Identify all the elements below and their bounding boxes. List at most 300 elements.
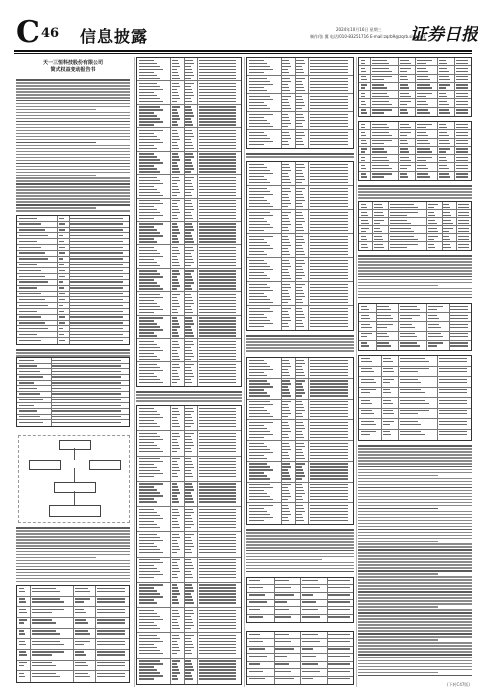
cell-text xyxy=(172,439,177,440)
cell-text xyxy=(302,648,314,649)
table-row xyxy=(359,377,471,388)
cell-text xyxy=(199,590,236,591)
cell-text xyxy=(199,461,236,462)
cell-text xyxy=(172,250,179,251)
cell-text xyxy=(361,324,371,325)
cell-text xyxy=(296,224,301,225)
cell-text xyxy=(361,207,367,208)
cell-text xyxy=(199,660,236,661)
cell-text xyxy=(383,424,390,425)
cell-text xyxy=(296,392,305,393)
cell-text xyxy=(19,371,40,372)
text-line xyxy=(16,169,130,171)
cell-text xyxy=(172,112,178,113)
cell-text xyxy=(70,322,123,323)
cell-text xyxy=(185,347,190,348)
cell-text xyxy=(296,425,304,426)
cell-text xyxy=(310,170,348,171)
cell-text xyxy=(249,108,271,109)
cell-text xyxy=(199,288,236,289)
table-row xyxy=(247,76,353,94)
cell-text xyxy=(443,212,450,213)
cell-text xyxy=(185,669,193,670)
cell-text xyxy=(139,492,160,493)
continued-note: (下转C47版) xyxy=(446,682,470,687)
table-row xyxy=(17,639,129,650)
cell-text xyxy=(199,423,236,424)
cell-text xyxy=(172,241,179,242)
cell-text xyxy=(390,244,418,245)
cell-text xyxy=(249,634,261,635)
cell-text xyxy=(185,326,190,327)
text-line xyxy=(358,588,472,590)
cell-text xyxy=(400,127,411,128)
cell-text xyxy=(172,486,178,487)
cell-text xyxy=(249,102,264,103)
cell-text xyxy=(185,543,192,544)
cell-text xyxy=(296,260,304,261)
cell-text xyxy=(282,224,291,225)
cell-text xyxy=(199,276,236,277)
text-line xyxy=(246,535,354,537)
cell-text xyxy=(172,218,178,219)
cell-text xyxy=(302,641,321,642)
cell-text xyxy=(199,373,236,374)
cell-text xyxy=(185,584,191,585)
cell-text xyxy=(310,197,348,198)
cell-text xyxy=(172,445,179,446)
cell-text xyxy=(439,93,446,94)
cell-text xyxy=(310,105,348,106)
cell-text xyxy=(199,439,236,440)
cell-text xyxy=(282,326,288,327)
cell-text xyxy=(199,156,236,157)
cell-text xyxy=(185,577,192,578)
cell-text xyxy=(19,410,37,411)
cell-text xyxy=(199,445,236,446)
cell-text xyxy=(282,317,290,318)
table-row xyxy=(247,647,353,654)
table-row xyxy=(137,431,241,456)
cell-text xyxy=(428,327,442,328)
cell-text xyxy=(282,466,291,467)
table-row xyxy=(137,152,241,175)
cell-text xyxy=(296,487,302,488)
cell-text xyxy=(282,272,288,273)
cell-text xyxy=(185,373,192,374)
cell-text xyxy=(417,79,431,80)
cell-text xyxy=(172,72,178,73)
cell-text xyxy=(139,303,157,304)
cell-text xyxy=(199,148,236,149)
cell-text xyxy=(139,118,160,119)
cell-text xyxy=(172,323,179,324)
cell-text xyxy=(172,540,177,541)
cell-text xyxy=(377,306,389,307)
cell-text xyxy=(310,366,348,367)
cell-text xyxy=(139,660,160,661)
cell-text xyxy=(172,359,180,360)
cell-text xyxy=(19,223,41,224)
cell-text xyxy=(19,241,38,242)
cell-text xyxy=(450,336,468,337)
text-line xyxy=(358,579,472,581)
cell-text xyxy=(282,227,287,228)
cell-text xyxy=(139,121,163,122)
text-line xyxy=(16,97,130,99)
cell-text xyxy=(199,521,236,522)
cell-text xyxy=(249,360,264,361)
cell-text xyxy=(249,96,271,97)
cell-text xyxy=(199,420,236,421)
cell-text xyxy=(310,63,348,64)
cell-text xyxy=(185,86,190,87)
cell-text xyxy=(310,251,348,252)
cell-text xyxy=(139,587,154,588)
text-line xyxy=(136,397,242,399)
cell-text xyxy=(172,562,177,563)
text-line xyxy=(16,82,130,84)
cell-text xyxy=(249,182,271,183)
table-row xyxy=(137,128,241,151)
table-row xyxy=(247,210,353,234)
text-line xyxy=(358,294,472,296)
table-row xyxy=(247,130,353,148)
table-row xyxy=(359,75,471,83)
cell-text xyxy=(328,663,350,664)
cell-text xyxy=(199,593,236,594)
cell-text xyxy=(361,176,368,177)
cell-text xyxy=(296,517,302,518)
cell-text xyxy=(458,220,469,221)
cell-text xyxy=(296,317,305,318)
cell-text xyxy=(185,464,192,465)
table-row xyxy=(17,671,129,682)
cell-text xyxy=(185,171,190,172)
cell-text xyxy=(400,143,408,144)
table-row xyxy=(359,304,471,313)
cell-text xyxy=(139,209,157,210)
cell-text xyxy=(19,612,27,613)
cell-text xyxy=(139,72,154,73)
cell-text xyxy=(139,130,163,131)
cell-text xyxy=(185,622,192,623)
cell-text xyxy=(296,499,302,500)
cell-text xyxy=(310,508,348,509)
data-table xyxy=(246,577,354,623)
cell-text xyxy=(249,239,264,240)
cell-text xyxy=(139,112,154,113)
cell-text xyxy=(199,309,236,310)
cell-text xyxy=(282,401,291,402)
cell-text xyxy=(185,183,191,184)
cell-text xyxy=(185,458,190,459)
cell-text xyxy=(185,200,190,201)
text-line xyxy=(358,624,472,626)
cell-text xyxy=(172,223,177,224)
cell-text xyxy=(172,641,177,642)
cell-text xyxy=(361,318,371,319)
cell-text xyxy=(139,599,154,600)
cell-text xyxy=(199,596,236,597)
cell-text xyxy=(374,223,380,224)
cell-text xyxy=(249,90,268,91)
cell-text xyxy=(400,309,420,310)
cell-text xyxy=(249,395,271,396)
cell-text xyxy=(282,78,290,79)
cell-text xyxy=(172,300,178,301)
cell-text xyxy=(249,369,274,370)
text-line xyxy=(16,127,130,129)
cell-text xyxy=(417,87,433,88)
cell-text xyxy=(185,139,190,140)
cell-text xyxy=(439,434,467,435)
cell-text xyxy=(439,157,446,158)
cell-text xyxy=(172,417,177,418)
cell-text xyxy=(249,404,274,405)
text-line xyxy=(358,627,472,629)
table-row xyxy=(247,503,353,524)
cell-text xyxy=(296,469,302,470)
cell-text xyxy=(296,108,301,109)
cell-text xyxy=(139,133,154,134)
cell-text xyxy=(361,157,365,158)
cell-text xyxy=(310,449,348,450)
cell-text xyxy=(310,81,348,82)
cell-text xyxy=(310,514,348,515)
cell-text xyxy=(296,176,304,177)
text-line xyxy=(358,194,472,196)
cell-text xyxy=(400,392,425,393)
cell-text xyxy=(199,537,236,538)
cell-text xyxy=(296,383,301,384)
cell-text xyxy=(249,69,274,70)
cell-text xyxy=(199,180,236,181)
cell-text xyxy=(458,236,469,237)
table-row xyxy=(247,58,353,76)
cell-text xyxy=(199,476,236,477)
cell-text xyxy=(139,467,157,468)
cell-text xyxy=(185,218,192,219)
cell-text xyxy=(172,534,179,535)
cell-text xyxy=(139,537,160,538)
cell-text xyxy=(19,229,45,230)
cell-text xyxy=(52,376,121,377)
cell-text xyxy=(199,644,236,645)
cell-text xyxy=(185,641,191,642)
cell-text xyxy=(296,188,305,189)
cell-text xyxy=(310,434,348,435)
cell-text xyxy=(296,511,305,512)
cell-text xyxy=(361,424,377,425)
text-line xyxy=(358,499,472,501)
cell-text xyxy=(361,342,368,343)
cell-text xyxy=(185,442,192,443)
cell-text xyxy=(52,422,121,423)
cell-text xyxy=(372,140,392,141)
text-line xyxy=(358,645,472,647)
cell-text xyxy=(59,340,65,341)
text-line xyxy=(246,156,354,158)
text-line xyxy=(358,594,472,596)
cell-text xyxy=(310,389,348,390)
cell-text xyxy=(249,138,271,139)
cell-text xyxy=(172,139,180,140)
cell-text xyxy=(310,144,348,145)
cell-text xyxy=(185,515,190,516)
cell-text xyxy=(199,568,236,569)
cell-text xyxy=(199,66,236,67)
cell-text xyxy=(417,109,429,110)
cell-text xyxy=(439,104,449,105)
cell-text xyxy=(417,143,431,144)
cell-text xyxy=(139,417,163,418)
cell-text xyxy=(185,320,192,321)
text-line xyxy=(358,657,472,659)
cell-text xyxy=(19,388,37,389)
cell-text xyxy=(19,376,43,377)
cell-text xyxy=(185,106,190,107)
cell-text xyxy=(139,253,160,254)
cell-text xyxy=(19,382,34,383)
cell-text xyxy=(282,404,287,405)
cell-text xyxy=(199,294,236,295)
cell-text xyxy=(172,168,179,169)
cell-text xyxy=(172,672,180,673)
text-line xyxy=(136,400,242,402)
cell-text xyxy=(249,212,271,213)
cell-text xyxy=(310,96,348,97)
cell-text xyxy=(199,162,236,163)
text-line xyxy=(358,454,472,456)
cell-text xyxy=(59,316,65,317)
cell-text xyxy=(139,433,157,434)
cell-text xyxy=(275,671,291,672)
cell-text xyxy=(139,584,163,585)
cell-text xyxy=(282,96,291,97)
cell-text xyxy=(139,153,154,154)
cell-text xyxy=(296,230,304,231)
cell-text xyxy=(400,368,429,369)
cell-text xyxy=(172,442,178,443)
cell-text xyxy=(97,633,125,634)
cell-text xyxy=(185,285,190,286)
cell-text xyxy=(139,241,157,242)
text-line xyxy=(16,189,130,191)
cell-text xyxy=(282,176,288,177)
text-line xyxy=(246,571,354,573)
cell-text xyxy=(185,599,192,600)
cell-text xyxy=(199,256,236,257)
cell-text xyxy=(139,461,163,462)
cell-text xyxy=(59,322,66,323)
text-line xyxy=(358,541,438,543)
text-line xyxy=(16,163,130,165)
cell-text xyxy=(70,334,123,335)
cell-text xyxy=(185,168,193,169)
cell-text xyxy=(97,673,125,674)
cell-text xyxy=(139,653,163,654)
cell-text xyxy=(282,514,291,515)
cell-text xyxy=(443,220,451,221)
cell-text xyxy=(199,448,236,449)
cell-text xyxy=(275,634,289,635)
cell-text xyxy=(275,609,289,610)
cell-text xyxy=(172,350,177,351)
text-line xyxy=(246,553,354,555)
cell-text xyxy=(249,392,268,393)
cell-text xyxy=(383,358,391,359)
cell-text xyxy=(249,242,268,243)
cell-text xyxy=(249,484,271,485)
cell-text xyxy=(185,75,193,76)
cell-text xyxy=(172,162,177,163)
cell-text xyxy=(310,401,348,402)
cell-text xyxy=(19,258,49,259)
cell-text xyxy=(374,220,384,221)
cell-text xyxy=(450,342,468,343)
cell-text xyxy=(302,609,318,610)
cell-text xyxy=(172,619,177,620)
cell-text xyxy=(185,521,192,522)
cell-text xyxy=(199,69,236,70)
cell-text xyxy=(172,297,177,298)
cell-text xyxy=(249,437,264,438)
text-line xyxy=(358,573,438,575)
cell-text xyxy=(361,379,375,380)
cell-text xyxy=(361,127,366,128)
cell-text xyxy=(59,334,64,335)
cell-text xyxy=(19,247,41,248)
cell-text xyxy=(439,71,449,72)
cell-text xyxy=(458,212,469,213)
cell-text xyxy=(296,496,301,497)
cell-text xyxy=(328,609,350,610)
cell-text xyxy=(139,309,163,310)
cell-text xyxy=(302,634,318,635)
cell-text xyxy=(296,275,305,276)
cell-text xyxy=(70,241,123,242)
cell-text xyxy=(75,598,91,599)
text-line xyxy=(16,79,130,81)
cell-text xyxy=(185,312,192,313)
cell-text xyxy=(185,350,191,351)
cell-text xyxy=(296,452,302,453)
cell-text xyxy=(400,306,418,307)
table-row xyxy=(137,105,241,128)
cell-text xyxy=(249,269,274,270)
cell-text xyxy=(310,236,348,237)
cell-text xyxy=(172,177,179,178)
cell-text xyxy=(199,142,236,143)
cell-text xyxy=(249,372,264,373)
cell-text xyxy=(139,559,160,560)
cell-text xyxy=(296,293,304,294)
cell-text xyxy=(428,212,434,213)
table-row xyxy=(247,654,353,661)
cell-text xyxy=(139,521,154,522)
cell-text xyxy=(439,400,467,401)
text-line xyxy=(358,639,438,641)
text-line xyxy=(16,133,130,135)
cell-text xyxy=(249,425,264,426)
cell-text xyxy=(32,598,60,599)
cell-text xyxy=(97,619,125,620)
cell-text xyxy=(19,609,26,610)
cell-text xyxy=(172,326,180,327)
text-line xyxy=(358,258,472,260)
cell-text xyxy=(139,285,160,286)
